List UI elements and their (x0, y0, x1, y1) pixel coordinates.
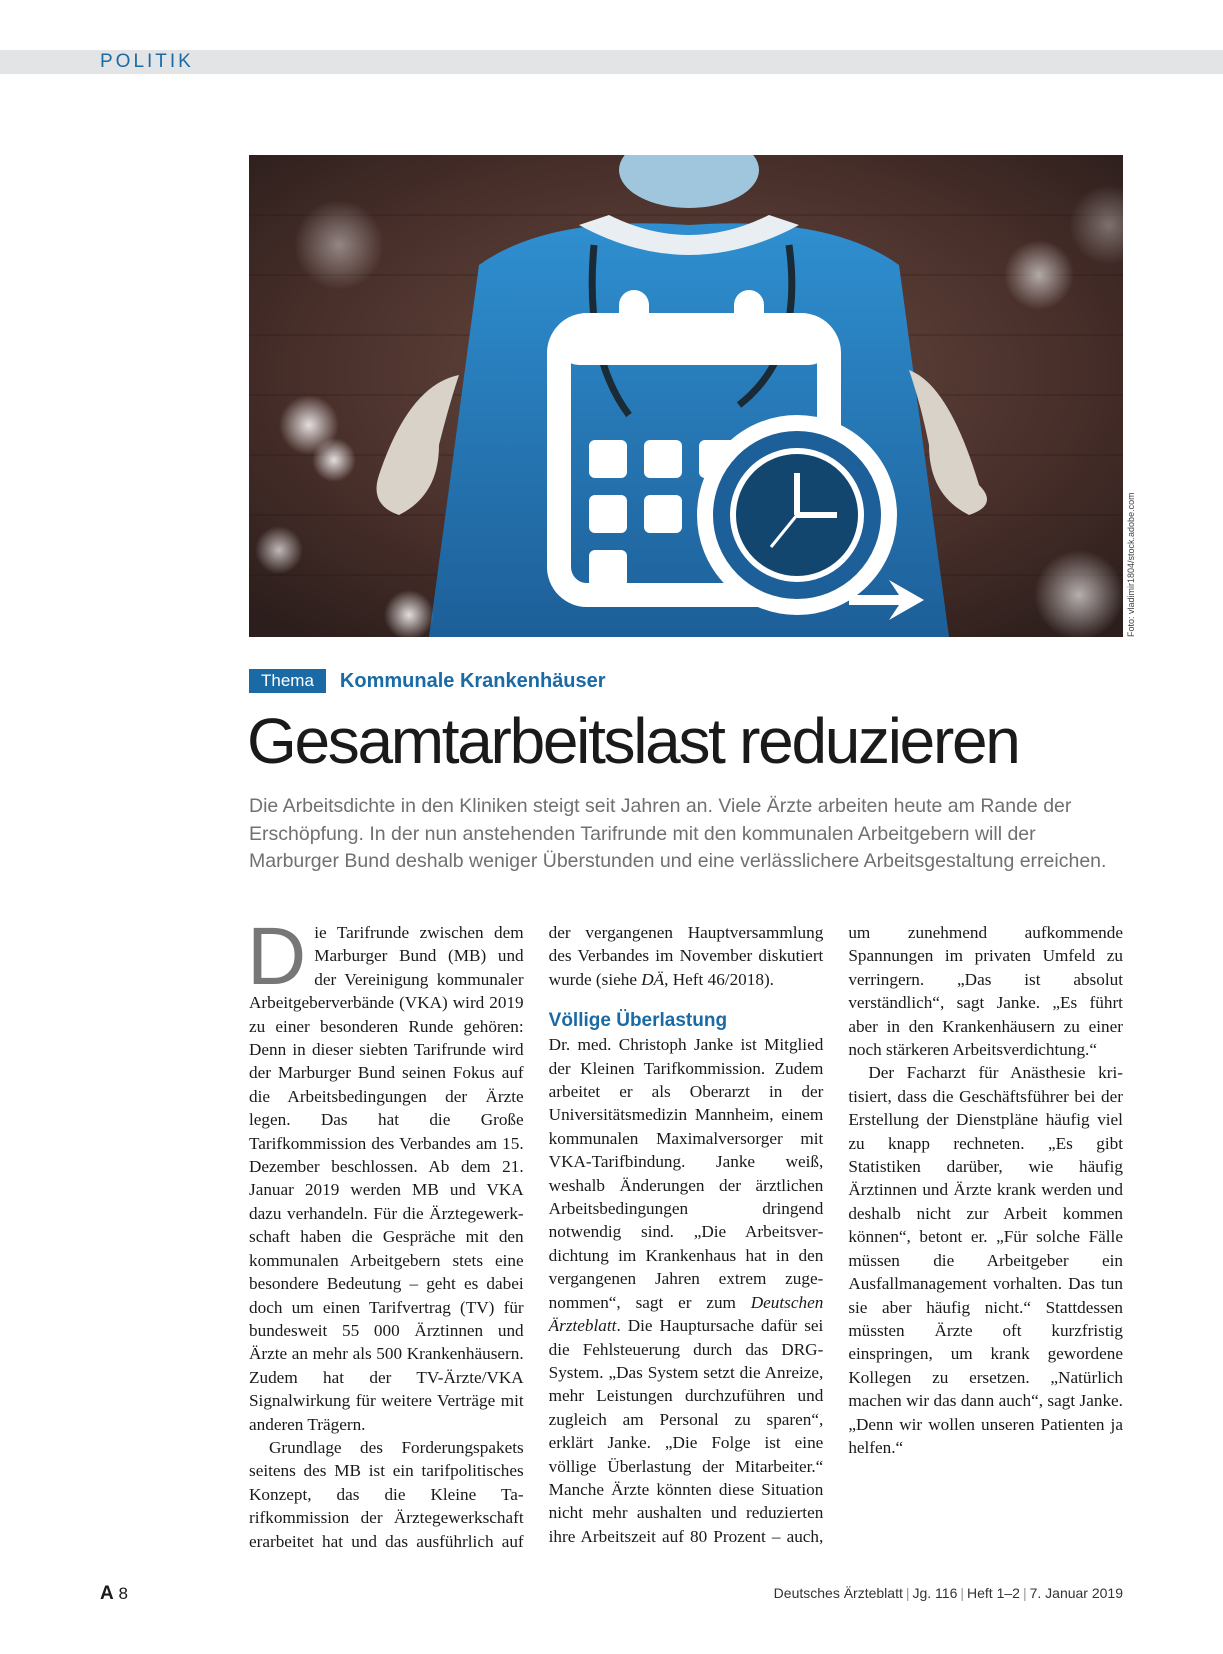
photo-credit: Foto: vladimir1804/stock.adobe.com (1126, 492, 1136, 637)
page-number: A 8 (100, 1583, 128, 1604)
body-paragraph-4: Der Facharzt für Anästhesie kritisiert, dass die Geschäftsführer bei der Erstellung der Dienstpläne häufig viel zu knapp rechneten. „Es gibt Statistiken darüber, wie häufig Ärztinnen und Ärzte krank werden und deshalb nicht zur Arbeit kommen können“, betont er. „Für solche Fälle müssen die Arbeitgeber ein Ausfallmanagement vorhalten. Das tun sie aber häufig nicht.“ Stattdessen müssten Ärzte oft kurzfristig einspringen, um krank gewordene Kollegen zu ersetzen. „Natürlich machen wir das dann auch“, sagt Janke. „Denn wir wollen unseren Patienten ja helfen.“ (848, 1063, 1123, 1457)
subheading: Völlige Überlastung (548, 1010, 728, 1032)
article-body (247, 911, 1123, 1557)
body-paragraph-2: Grundlage des Forderungspakets seitens des MB ist ein tarifpolitisches Konzept, das die Kleine Tarifkommission der Ärztegewerkschaft erarbeitet hat und das ausführlich auf der vergangenen Hauptversammlung des Verbandes im November diskutiert wurde (siehe DÄ, Heft 46/2018). (249, 923, 824, 1551)
body-paragraph-1: Die Tarifrunde zwischen dem Marburger Bund (MB) und der Vereinigung kommunaler Arbeitgeberverbände (VKA) wird 2019 zu einer besonderen Runde gehören: Denn in dieser siebten Tarifrunde wird der Marburger Bund seinen Fokus auf die Arbeitsbedingungen der Ärzte legen. Das hat die Große Tarifkommission des Verbandes am 15. Dezember beschlossen. Ab dem 21. Januar 2019 werden MB und VKA dazu verhandeln. Für die Ärztegewerkschaft haben die Gespräche mit den kommunalen Arbeitgebern stets eine besondere Bedeutung – geht es dabei doch um einen Tarifvertrag (TV) für bundesweit 55 000 Ärztinnen und Ärzte an mehr als 500 Krankenhäusern. Zudem hat der TV-Ärzte/VKA Signalwirkung für weitere Verträge mit anderen Trägern. (247, 911, 524, 1434)
kicker (249, 669, 606, 693)
hero-photo (249, 155, 1123, 637)
section-label: POLITIK (100, 51, 194, 72)
headline: Gesamtarbeitslast reduzieren (247, 705, 1019, 777)
thema-tag: Thema (249, 669, 326, 693)
body-paragraph-3: Dr. med. Christoph Janke ist Mitglied der Kleinen Tarifkommission. Zudem arbeitet er als Oberarzt in der Universitätsmedizin Mannheim, einem kommunalen Maximalversorger mit VKA-Tarifbindung. Janke weiß, weshalb Änderungen der ärztlichen Arbeitsbedingungen dringend notwendig sind. „Die Arbeitsverdichtung im Krankenhaus hat in den vergangenen Jahren extrem zugenommen“, sagt er zum Deutschen Ärzteblatt. Die Hauptursache dafür sei die Fehlsteuerung durch das DRG-System. „Das System setzt die Anreize, mehr Leistungen durchzuführen und zugleich am Personal zu sparen“, erklärt Janke. „Die Folge ist eine völlige Überlastung der Mitarbeiter.“ Manche Ärzte könnten diese Situation nicht mehr aushalten und reduzierten ihre Arbeitszeit auf 80 Prozent – auch, um zunehmend aufkommende Spannungen im privaten Umfeld zu verringern. „Das ist absolut verständlich“, sagt Janke. „Es führt aber in den Krankenhäusern zu einer noch stärkeren Arbeitsverdichtung.“ (548, 923, 1123, 1546)
drop-cap: D (247, 911, 307, 1002)
journal-citation: Deutsches Ärzteblatt | Jg. 116 | Heft 1–2 | 7. Januar 2019 (773, 1585, 1123, 1601)
lead-paragraph: Die Arbeitsdichte in den Kliniken steigt seit Jahren an. Viele Ärzte arbeiten heute am Rande der Erschöpfung. In der nun anstehenden Tarifrunde mit den kommunalen Arbeitgebern will der Marburger Bund deshalb weniger Überstunden und eine verlässlichere Arbeitsgestaltung erreichen. (249, 795, 1107, 872)
kicker-topic: Kommunale Krankenhäuser (339, 670, 606, 692)
